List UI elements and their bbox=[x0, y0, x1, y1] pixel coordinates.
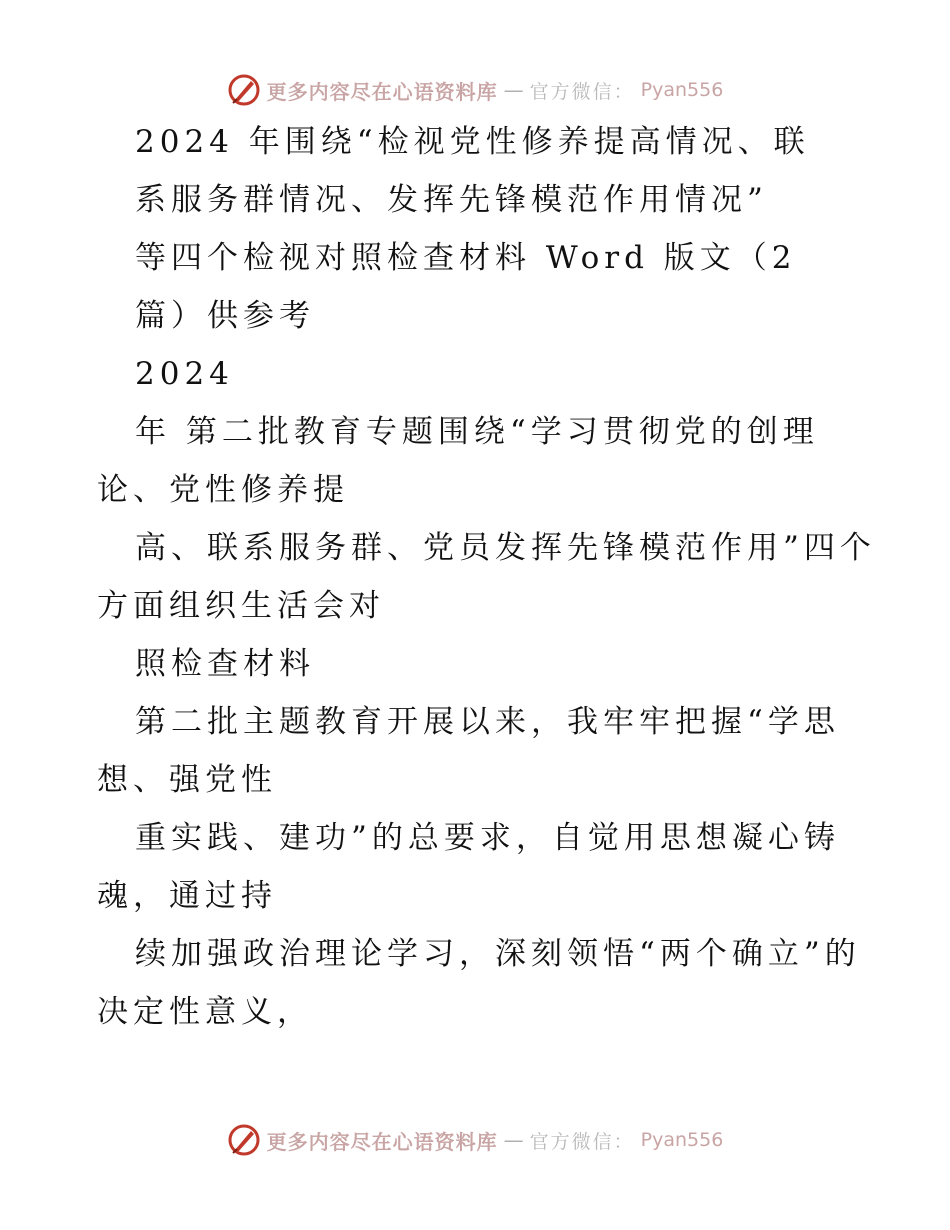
doc-line: 年 第二批教育专题围绕“学习贯彻党的创理 bbox=[135, 414, 819, 450]
doc-line: 2024 年围绕“检视党性修养提高情况、联 bbox=[135, 124, 810, 160]
banner-wechat-id: Pyan556 bbox=[640, 79, 724, 101]
doc-line: 第二批主题教育开展以来，我牢牢把握“学思 bbox=[135, 704, 840, 740]
doc-line: 魂，通过持 bbox=[97, 878, 277, 914]
doc-line: 重实践、建功”的总要求，自觉用思想凝心铸 bbox=[135, 820, 840, 856]
doc-line: 高、联系服务群、党员发挥先锋模范作用”四个 bbox=[135, 530, 876, 566]
banner-wechat-label: 官方微信： bbox=[529, 80, 635, 103]
doc-line: 决定性意义， bbox=[97, 994, 313, 1030]
doc-line: 系服务群情况、发挥先锋模范作用情况” bbox=[135, 182, 768, 218]
footer-banner bbox=[0, 1120, 950, 1160]
banner-title: 更多内容尽在心语资料库 bbox=[266, 1129, 498, 1154]
quill-logo-icon bbox=[227, 1123, 261, 1157]
doc-line: 方面组织生活会对 bbox=[97, 588, 385, 624]
banner-wechat-id: Pyan556 bbox=[640, 1129, 724, 1151]
doc-line: 篇）供参考 bbox=[135, 298, 315, 334]
banner-title: 更多内容尽在心语资料库 bbox=[266, 79, 498, 104]
doc-line: 论、党性修养提 bbox=[97, 472, 349, 508]
banner-dash: — bbox=[503, 1128, 524, 1152]
banner-wechat-label: 官方微信： bbox=[529, 1130, 635, 1153]
banner-dash: — bbox=[503, 78, 524, 102]
quill-logo-icon bbox=[227, 73, 261, 107]
header-banner bbox=[0, 70, 950, 110]
doc-line: 2024 bbox=[135, 356, 234, 392]
doc-line: 续加强政治理论学习，深刻领悟“两个确立”的 bbox=[135, 936, 861, 972]
doc-line: 等四个检视对照检查材料 Word 版文（2 bbox=[135, 240, 797, 276]
doc-line: 照检查材料 bbox=[135, 646, 315, 682]
doc-line: 想、强党性 bbox=[97, 762, 277, 798]
